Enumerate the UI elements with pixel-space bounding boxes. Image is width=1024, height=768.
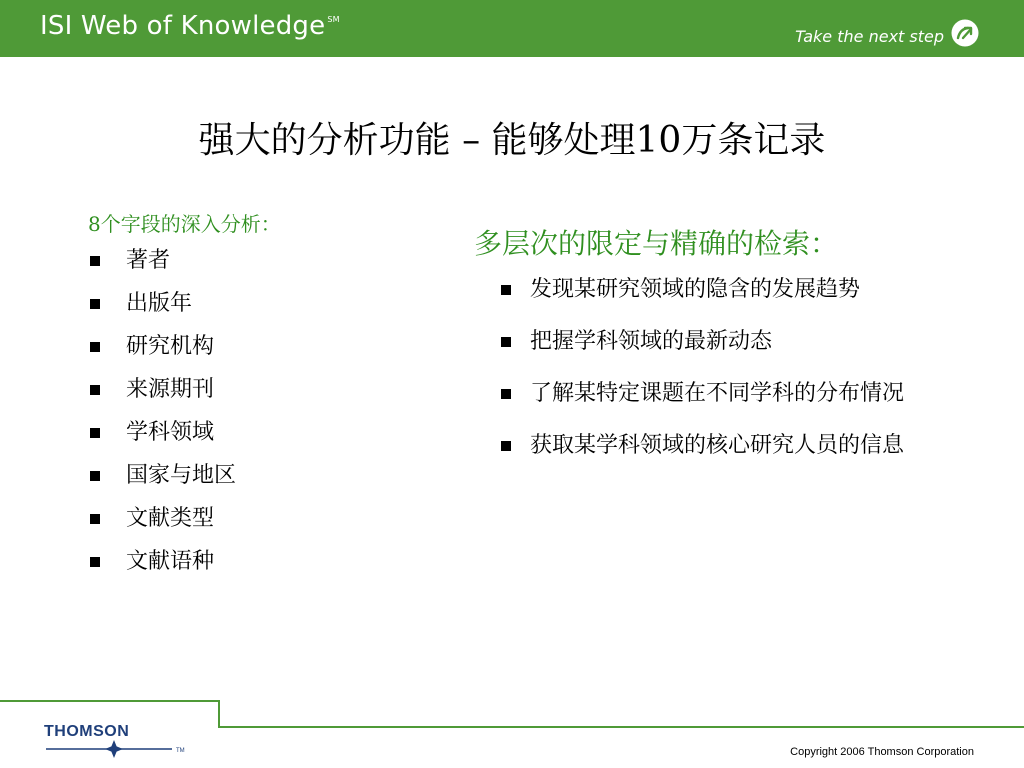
list-item — [88, 421, 408, 464]
list-item-label: 文献类型 — [126, 506, 215, 531]
list-item-label: 学科领域 — [126, 420, 215, 445]
brand-trademark: SM — [327, 15, 340, 24]
square-bullet-icon — [501, 389, 511, 399]
thomson-logo-tm: TM — [176, 748, 185, 754]
list-item — [88, 550, 408, 593]
thomson-logo-text: THOMSON — [44, 723, 130, 740]
square-bullet-icon — [90, 256, 100, 266]
square-bullet-icon — [501, 441, 511, 451]
capability-list — [474, 278, 994, 486]
brand-name: ISI Web of Knowledge — [40, 11, 326, 41]
list-item — [474, 382, 994, 434]
arrow-circle-icon — [950, 18, 980, 48]
list-item-label: 获取某学科领域的核心研究人员的信息 — [530, 433, 905, 458]
slide-title: 强大的分析功能 – 能够处理10万条记录 — [198, 120, 826, 161]
field-analysis-heading: 8个字段的深入分析： — [88, 212, 281, 236]
list-item-label: 了解某特定课题在不同学科的分布情况 — [530, 381, 905, 406]
square-bullet-icon — [90, 557, 100, 567]
square-bullet-icon — [90, 299, 100, 309]
list-item-label: 出版年 — [126, 291, 193, 316]
copyright-text: Copyright 2006 Thomson Corporation — [790, 746, 974, 758]
list-item — [88, 335, 408, 378]
square-bullet-icon — [90, 514, 100, 524]
brand-title — [40, 11, 340, 41]
header-bar — [0, 0, 1024, 57]
search-capability-section — [474, 222, 994, 486]
list-item — [88, 378, 408, 421]
square-bullet-icon — [501, 285, 511, 295]
list-item — [474, 330, 994, 382]
list-item-label: 著者 — [126, 248, 171, 273]
tagline: Take the next step — [795, 27, 944, 46]
square-bullet-icon — [90, 428, 100, 438]
square-bullet-icon — [90, 342, 100, 352]
field-list — [88, 249, 408, 593]
list-item — [88, 249, 408, 292]
list-item — [88, 292, 408, 335]
list-item-label: 来源期刊 — [126, 377, 215, 402]
list-item-label: 把握学科领域的最新动态 — [530, 329, 773, 354]
list-item — [88, 464, 408, 507]
list-item — [474, 278, 994, 330]
square-bullet-icon — [501, 337, 511, 347]
search-capability-heading: 多层次的限定与精确的检索： — [474, 227, 839, 260]
list-item — [88, 507, 408, 550]
list-item-label: 发现某研究领域的隐含的发展趋势 — [530, 277, 861, 302]
list-item — [474, 434, 994, 486]
square-bullet-icon — [90, 385, 100, 395]
list-item-label: 研究机构 — [126, 334, 215, 359]
list-item-label: 国家与地区 — [126, 463, 237, 488]
square-bullet-icon — [90, 471, 100, 481]
field-analysis-section — [88, 208, 408, 593]
list-item-label: 文献语种 — [126, 549, 215, 574]
thomson-logo — [44, 722, 204, 762]
